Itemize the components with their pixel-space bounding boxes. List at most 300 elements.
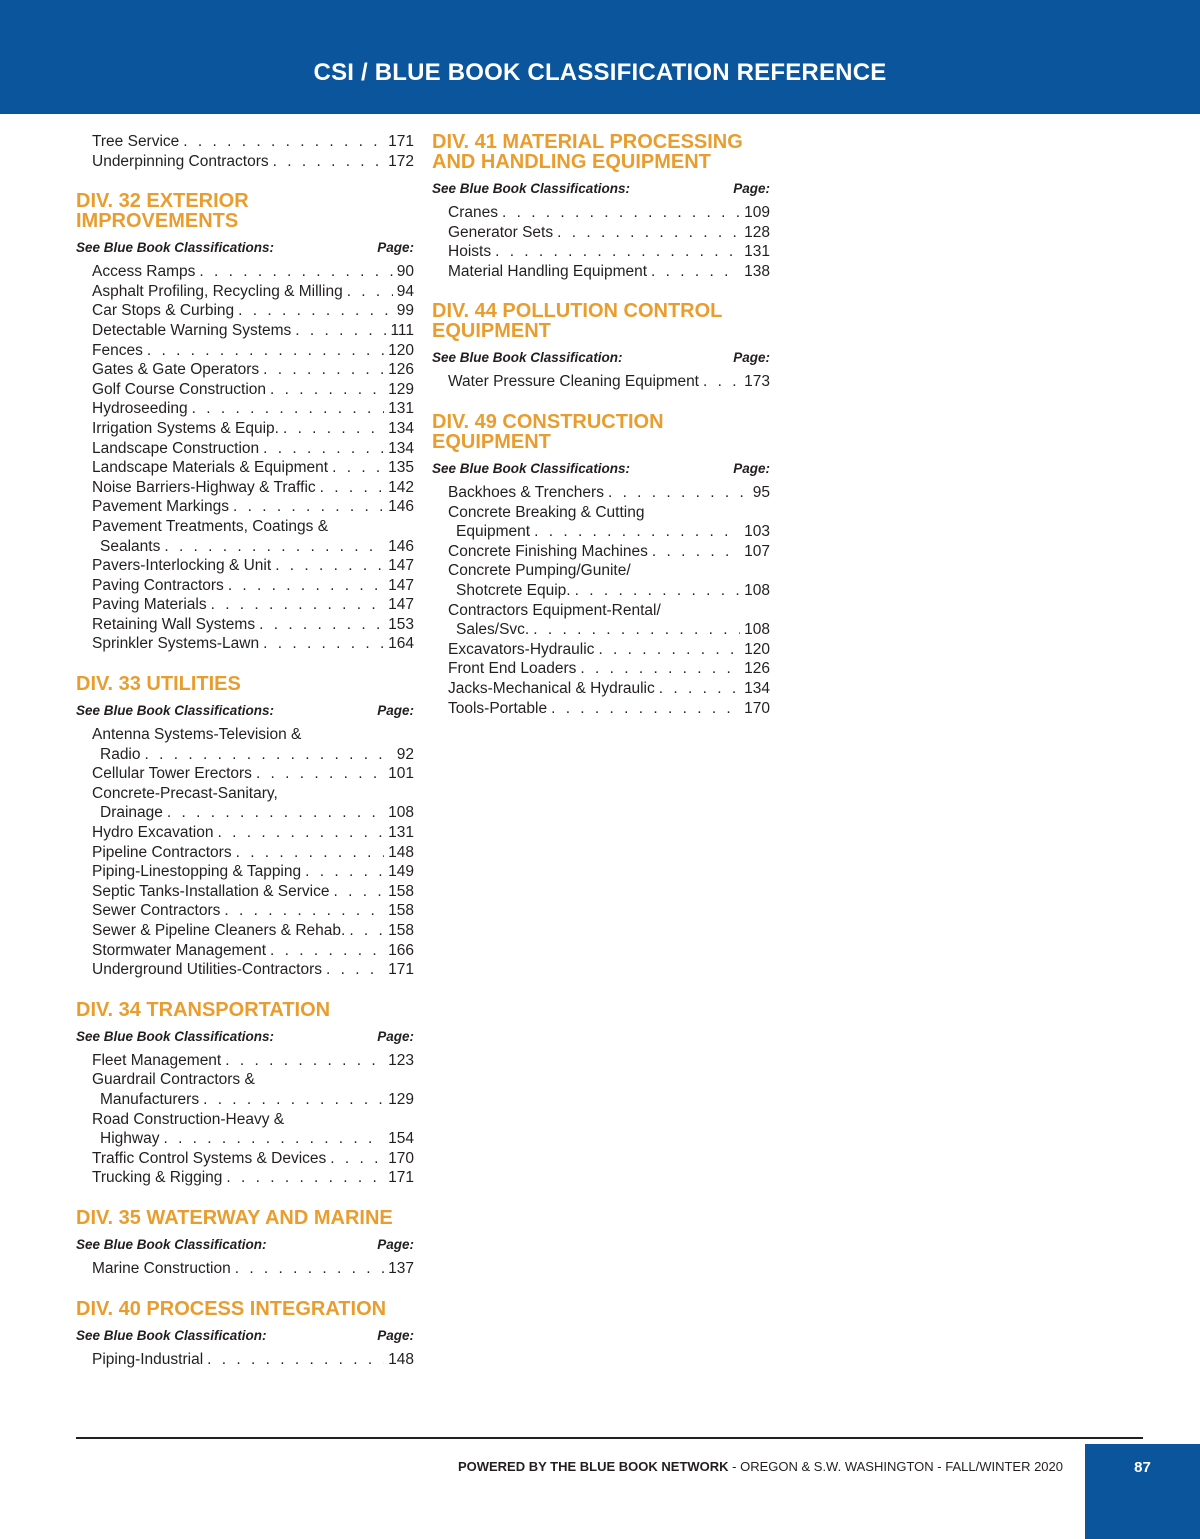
entry-row bbox=[92, 1051, 414, 1071]
entry-page-number: 134 bbox=[388, 419, 414, 437]
entry-label: Trucking & Rigging bbox=[92, 1169, 223, 1187]
entry-row bbox=[92, 1090, 414, 1110]
page-heading-label: Page: bbox=[377, 240, 414, 256]
division-title bbox=[76, 1208, 414, 1228]
entry-row bbox=[448, 483, 770, 503]
entry-row bbox=[448, 581, 770, 601]
dot-leader bbox=[167, 803, 384, 823]
entry-row bbox=[92, 1168, 414, 1188]
division-title-line: DIV. 41 MATERIAL PROCESSING bbox=[432, 131, 743, 153]
dot-leader bbox=[203, 1090, 384, 1110]
entry-row bbox=[92, 921, 414, 941]
entry-page-number: 149 bbox=[388, 863, 414, 881]
entry-label: Septic Tanks-Installation & Service bbox=[92, 882, 330, 900]
classification-list bbox=[432, 483, 770, 718]
entry-label: Underpinning Contractors bbox=[92, 152, 269, 170]
entry-label: Cranes bbox=[448, 204, 498, 221]
entry-label: Material Handling Equipment bbox=[448, 262, 648, 280]
entry-page-number: 99 bbox=[396, 302, 414, 320]
division-title bbox=[432, 132, 770, 172]
list-item bbox=[448, 640, 770, 660]
entry-label: Tree Service bbox=[92, 133, 180, 150]
dot-leader bbox=[295, 321, 386, 341]
entry-page-number: 134 bbox=[744, 679, 770, 697]
dot-leader bbox=[207, 1350, 384, 1370]
entry-label: Tools-Portable bbox=[448, 699, 548, 717]
entry-label: Fleet Management bbox=[92, 1051, 222, 1069]
entry-row bbox=[448, 640, 770, 660]
entry-page-number: 171 bbox=[388, 1169, 414, 1187]
entry-label: Pavement Treatments, Coatings & bbox=[92, 517, 329, 535]
list-item bbox=[92, 764, 414, 784]
entry-row bbox=[92, 615, 414, 635]
entry-row bbox=[92, 360, 414, 380]
dot-leader bbox=[533, 620, 740, 640]
entry-page-number: 146 bbox=[388, 537, 414, 555]
list-item bbox=[92, 1350, 414, 1370]
division-title-line: EQUIPMENT bbox=[432, 430, 551, 453]
entry-page-number: 171 bbox=[388, 133, 414, 150]
classification-heading bbox=[432, 461, 770, 476]
entry-page-number: 158 bbox=[388, 882, 414, 900]
list-item bbox=[92, 132, 414, 152]
division-section bbox=[432, 132, 770, 281]
list-item bbox=[92, 1149, 414, 1169]
entry-label: Noise Barriers-Highway & Traffic bbox=[92, 478, 316, 496]
classification-list bbox=[432, 203, 770, 281]
page-heading-label: Page: bbox=[377, 703, 414, 719]
division-title-line: EQUIPMENT bbox=[432, 320, 551, 343]
entry-page-number: 108 bbox=[744, 621, 770, 639]
entry-page-number: 171 bbox=[388, 961, 414, 979]
entry-row bbox=[92, 419, 414, 439]
classification-heading-label: See Blue Book Classifications: bbox=[432, 181, 631, 196]
division-title-line: DIV. 35 WATERWAY AND MARINE bbox=[76, 1206, 393, 1229]
dot-leader bbox=[270, 380, 384, 400]
dot-leader bbox=[534, 522, 740, 542]
dot-leader bbox=[551, 699, 740, 719]
entry-row bbox=[92, 497, 414, 517]
page-heading-label: Page: bbox=[733, 460, 770, 476]
entry-row bbox=[92, 576, 414, 596]
list-item bbox=[92, 941, 414, 961]
entry-row bbox=[448, 699, 770, 719]
entry-label: Car Stops & Curbing bbox=[92, 302, 235, 320]
page-heading-label: Page: bbox=[377, 1327, 414, 1343]
entry-page-number: 94 bbox=[396, 282, 414, 300]
entry-row bbox=[92, 341, 414, 361]
entry-page-number: 108 bbox=[388, 804, 414, 822]
page-heading-label: Page: bbox=[733, 181, 770, 196]
list-item bbox=[92, 595, 414, 615]
classification-heading-label: See Blue Book Classifications: bbox=[432, 460, 631, 476]
list-item bbox=[92, 301, 414, 321]
dot-leader bbox=[326, 960, 384, 980]
division-section bbox=[76, 191, 414, 654]
classification-list bbox=[432, 372, 770, 392]
list-item bbox=[92, 1051, 414, 1071]
division-section bbox=[432, 301, 770, 392]
classification-heading-label: See Blue Book Classification: bbox=[432, 350, 623, 366]
entry-row bbox=[448, 223, 770, 243]
dot-leader bbox=[703, 372, 740, 392]
entry-page-number: 111 bbox=[390, 321, 414, 339]
list-item bbox=[92, 725, 414, 764]
list-item bbox=[92, 843, 414, 863]
dot-leader bbox=[651, 262, 740, 282]
dot-leader bbox=[199, 262, 392, 282]
entry-row bbox=[92, 882, 414, 902]
page-number-box bbox=[1085, 1444, 1200, 1539]
dot-leader bbox=[145, 745, 393, 765]
classification-heading bbox=[76, 1237, 414, 1252]
entry-row bbox=[92, 1259, 414, 1279]
division-title bbox=[432, 301, 770, 341]
list-item bbox=[448, 659, 770, 679]
list-item bbox=[92, 419, 414, 439]
entry-page-number: 137 bbox=[388, 1259, 414, 1277]
dot-leader bbox=[233, 497, 384, 517]
list-item bbox=[92, 458, 414, 478]
entry-page-number: 134 bbox=[388, 439, 414, 457]
classification-heading bbox=[432, 350, 770, 365]
entry-label: Detectable Warning Systems bbox=[92, 321, 292, 339]
classification-heading-label: See Blue Book Classifications: bbox=[76, 240, 275, 256]
page-heading-label: Page: bbox=[733, 350, 770, 366]
entry-label-continued: Shotcrete Equip. bbox=[456, 581, 571, 599]
entry-row bbox=[92, 556, 414, 576]
list-item bbox=[92, 1259, 414, 1279]
list-item bbox=[448, 242, 770, 262]
entry-label-continued: Manufacturers bbox=[100, 1090, 200, 1108]
entry-page-number: 172 bbox=[388, 152, 414, 170]
division-title-line: DIV. 40 PROCESS INTEGRATION bbox=[76, 1297, 387, 1320]
entry-page-number: 158 bbox=[388, 902, 414, 920]
list-item bbox=[92, 615, 414, 635]
entry-page-number: 131 bbox=[744, 243, 770, 261]
list-item bbox=[448, 372, 770, 392]
entry-label: Hydro Excavation bbox=[92, 824, 214, 842]
classification-list bbox=[76, 1051, 414, 1188]
list-item bbox=[92, 1070, 414, 1109]
entry-label: Cellular Tower Erectors bbox=[92, 765, 252, 783]
list-item bbox=[92, 152, 414, 172]
entry-row bbox=[92, 439, 414, 459]
list-item bbox=[92, 882, 414, 902]
dot-leader bbox=[263, 360, 384, 380]
entry-page-number: 148 bbox=[388, 843, 414, 861]
dot-leader bbox=[652, 542, 740, 562]
entry-label: Paving Materials bbox=[92, 596, 207, 614]
entry-page-number: 126 bbox=[388, 361, 414, 379]
entry-label: Landscape Construction bbox=[92, 439, 260, 457]
entry-label: Marine Construction bbox=[92, 1259, 231, 1277]
entry-row bbox=[448, 659, 770, 679]
list-item bbox=[448, 483, 770, 503]
list-item bbox=[92, 921, 414, 941]
classification-heading-label: See Blue Book Classifications: bbox=[76, 1028, 275, 1044]
dot-leader bbox=[238, 301, 393, 321]
list-item bbox=[92, 321, 414, 341]
division-title bbox=[76, 1299, 414, 1319]
list-item bbox=[92, 556, 414, 576]
entry-page-number: 135 bbox=[388, 459, 414, 477]
entry-row bbox=[92, 458, 414, 478]
entry-page-number: 120 bbox=[388, 341, 414, 359]
entry-label: Sewer Contractors bbox=[92, 902, 221, 920]
entry-label: Access Ramps bbox=[92, 263, 196, 281]
entry-page-number: 129 bbox=[388, 380, 414, 398]
entry-label-continued: Highway bbox=[100, 1130, 160, 1148]
division-section bbox=[76, 674, 414, 980]
entry-label: Underground Utilities-Contractors bbox=[92, 961, 323, 979]
dot-leader bbox=[608, 483, 749, 503]
dot-leader bbox=[598, 640, 740, 660]
dot-leader bbox=[217, 823, 384, 843]
list-item bbox=[92, 262, 414, 282]
page-number: 87 bbox=[1134, 1459, 1151, 1476]
entry-label: Sewer & Pipeline Cleaners & Rehab. bbox=[92, 922, 346, 939]
entry-label: Concrete Finishing Machines bbox=[448, 542, 648, 560]
list-item bbox=[448, 223, 770, 243]
footer-rule bbox=[76, 1437, 1143, 1439]
entry-row bbox=[92, 803, 414, 823]
dot-leader bbox=[659, 679, 740, 699]
dot-leader bbox=[332, 458, 384, 478]
list-item bbox=[92, 960, 414, 980]
dot-leader bbox=[557, 223, 740, 243]
classification-heading bbox=[76, 240, 414, 255]
list-item bbox=[92, 517, 414, 556]
entry-label: Gates & Gate Operators bbox=[92, 361, 260, 379]
dot-leader bbox=[224, 901, 384, 921]
list-item bbox=[92, 478, 414, 498]
entry-label: Pavers-Interlocking & Unit bbox=[92, 557, 272, 575]
list-item bbox=[92, 380, 414, 400]
classification-heading bbox=[76, 1029, 414, 1044]
entry-row bbox=[448, 522, 770, 542]
entry-label: Contractors Equipment-Rental/ bbox=[448, 601, 661, 619]
entry-page-number: 109 bbox=[744, 204, 770, 221]
entry-page-number: 170 bbox=[388, 1149, 414, 1167]
entry-label: Concrete Pumping/Gunite/ bbox=[448, 562, 631, 580]
dot-leader bbox=[330, 1149, 384, 1169]
list-item bbox=[92, 439, 414, 459]
list-item bbox=[92, 360, 414, 380]
entry-label: Front End Loaders bbox=[448, 660, 577, 678]
entry-label: Generator Sets bbox=[448, 223, 554, 241]
entry-page-number: 158 bbox=[388, 922, 414, 939]
entry-label: Excavators-Hydraulic bbox=[448, 640, 595, 658]
dot-leader bbox=[211, 595, 385, 615]
division-title-line: AND HANDLING EQUIPMENT bbox=[432, 151, 711, 173]
dot-leader bbox=[334, 882, 385, 902]
entry-row bbox=[92, 262, 414, 282]
dot-leader bbox=[347, 282, 393, 302]
entry-row bbox=[92, 1129, 414, 1149]
list-item bbox=[92, 862, 414, 882]
entry-row bbox=[92, 380, 414, 400]
page-title: CSI / BLUE BOOK CLASSIFICATION REFERENCE bbox=[313, 59, 887, 86]
division-section bbox=[76, 1208, 414, 1279]
entry-page-number: 146 bbox=[388, 498, 414, 516]
entry-page-number: 170 bbox=[744, 699, 770, 717]
list-item bbox=[92, 901, 414, 921]
entry-row bbox=[448, 203, 770, 223]
entry-row bbox=[92, 301, 414, 321]
entry-label: Stormwater Management bbox=[92, 941, 267, 959]
entry-page-number: 153 bbox=[388, 615, 414, 633]
entry-label: Irrigation Systems & Equip. bbox=[92, 419, 279, 437]
entry-label: Asphalt Profiling, Recycling & Milling bbox=[92, 282, 343, 300]
entry-row bbox=[92, 823, 414, 843]
entry-label-continued: Sales/Svc. bbox=[456, 621, 530, 639]
entry-label-continued: Radio bbox=[100, 745, 141, 763]
entry-row bbox=[448, 542, 770, 562]
division-title-line: DIV. 33 UTILITIES bbox=[76, 673, 241, 696]
dot-leader bbox=[495, 242, 740, 262]
dot-leader bbox=[580, 659, 740, 679]
entry-page-number: 142 bbox=[388, 478, 414, 496]
entry-label: Piping-Linestopping & Tapping bbox=[92, 863, 302, 881]
list-item bbox=[448, 601, 770, 640]
entry-label: Traffic Control Systems & Devices bbox=[92, 1149, 327, 1167]
entry-row bbox=[448, 620, 770, 640]
list-item bbox=[448, 503, 770, 542]
dot-leader bbox=[147, 341, 384, 361]
dot-leader bbox=[502, 203, 740, 223]
entry-page-number: 123 bbox=[388, 1051, 414, 1069]
entry-row bbox=[92, 595, 414, 615]
entry-page-number: 108 bbox=[744, 581, 770, 599]
entry-page-number: 126 bbox=[744, 660, 770, 678]
dot-leader bbox=[270, 941, 384, 961]
classification-heading bbox=[76, 1328, 414, 1343]
entry-label-continued: Sealants bbox=[100, 537, 161, 555]
entry-row bbox=[92, 901, 414, 921]
entry-row bbox=[92, 745, 414, 765]
left-column bbox=[76, 132, 414, 1389]
dot-leader bbox=[283, 419, 384, 439]
left-divisions bbox=[76, 191, 414, 1369]
entry-label: Pipeline Contractors bbox=[92, 843, 232, 861]
list-item bbox=[92, 399, 414, 419]
entry-row bbox=[92, 282, 414, 302]
entry-label: Hydroseeding bbox=[92, 400, 188, 418]
entry-row bbox=[92, 960, 414, 980]
entry-label: Concrete Breaking & Cutting bbox=[448, 503, 645, 521]
entry-row bbox=[448, 242, 770, 262]
entry-row bbox=[448, 679, 770, 699]
dot-leader bbox=[183, 132, 384, 152]
footer-text bbox=[380, 1459, 1063, 1474]
page-heading-label: Page: bbox=[377, 1236, 414, 1252]
entry-label: Golf Course Construction bbox=[92, 380, 267, 398]
dot-leader bbox=[228, 576, 384, 596]
entry-page-number: 166 bbox=[388, 941, 414, 959]
list-item bbox=[92, 784, 414, 823]
entry-page-number: 147 bbox=[388, 557, 414, 575]
dot-leader bbox=[163, 1129, 384, 1149]
division-title bbox=[76, 1000, 414, 1020]
entry-page-number: 147 bbox=[388, 576, 414, 594]
footer-brand: POWERED BY THE BLUE BOOK NETWORK bbox=[457, 1459, 729, 1474]
entry-label: Paving Contractors bbox=[92, 576, 224, 594]
dot-leader bbox=[263, 634, 384, 654]
entry-row bbox=[92, 862, 414, 882]
entry-label: Antenna Systems-Television & bbox=[92, 726, 302, 744]
entry-row bbox=[92, 152, 414, 172]
entry-page-number: 154 bbox=[388, 1130, 414, 1148]
entry-page-number: 128 bbox=[744, 223, 770, 241]
entry-label-continued: Drainage bbox=[100, 804, 163, 822]
entry-page-number: 107 bbox=[744, 542, 770, 560]
dot-leader bbox=[164, 537, 384, 557]
division-title-line: DIV. 34 TRANSPORTATION bbox=[76, 998, 331, 1021]
entry-page-number: 131 bbox=[388, 400, 414, 418]
division-title bbox=[432, 412, 770, 452]
list-item bbox=[448, 679, 770, 699]
entry-label: Retaining Wall Systems bbox=[92, 615, 256, 633]
dot-leader bbox=[305, 862, 384, 882]
dot-leader bbox=[263, 439, 384, 459]
entry-label: Pavement Markings bbox=[92, 498, 229, 516]
list-item bbox=[448, 561, 770, 600]
entry-page-number: 147 bbox=[388, 596, 414, 614]
list-item bbox=[448, 542, 770, 562]
division-section bbox=[432, 412, 770, 718]
entry-page-number: 92 bbox=[396, 745, 414, 763]
entry-row bbox=[448, 372, 770, 392]
entry-row bbox=[92, 1149, 414, 1169]
entry-row bbox=[92, 537, 414, 557]
division-title-line: DIV. 49 CONSTRUCTION bbox=[432, 410, 664, 433]
entry-label: Sprinkler Systems-Lawn bbox=[92, 635, 260, 653]
entry-label-continued: Equipment bbox=[456, 523, 531, 541]
entry-label: Hoists bbox=[448, 243, 492, 261]
dot-leader bbox=[235, 1259, 384, 1279]
entry-label: Concrete-Precast-Sanitary, bbox=[92, 784, 278, 802]
division-section bbox=[76, 1000, 414, 1188]
dot-leader bbox=[236, 843, 385, 863]
dot-leader bbox=[349, 921, 384, 941]
dot-leader bbox=[226, 1168, 384, 1188]
dot-leader bbox=[575, 581, 741, 601]
dot-leader bbox=[192, 399, 384, 419]
list-item bbox=[92, 1168, 414, 1188]
entry-page-number: 95 bbox=[752, 483, 770, 501]
entry-page-number: 148 bbox=[388, 1350, 414, 1368]
continued-list bbox=[76, 132, 414, 171]
right-column bbox=[432, 132, 770, 738]
entry-row bbox=[92, 634, 414, 654]
entry-page-number: 101 bbox=[388, 765, 414, 783]
footer-edition: - OREGON & S.W. WASHINGTON - FALL/WINTER 2020 bbox=[728, 1459, 1063, 1474]
list-item bbox=[448, 262, 770, 282]
division-title bbox=[76, 674, 414, 694]
top-banner bbox=[0, 0, 1200, 114]
entry-page-number: 120 bbox=[744, 640, 770, 658]
classification-list bbox=[76, 725, 414, 980]
entry-page-number: 164 bbox=[388, 635, 414, 653]
classification-list bbox=[76, 262, 414, 654]
list-item bbox=[92, 634, 414, 654]
division-title-line: DIV. 44 POLLUTION CONTROL bbox=[432, 300, 723, 323]
dot-leader bbox=[273, 152, 385, 172]
entry-page-number: 90 bbox=[396, 263, 414, 281]
entry-row bbox=[92, 478, 414, 498]
classification-heading-label: See Blue Book Classification: bbox=[76, 1236, 267, 1252]
